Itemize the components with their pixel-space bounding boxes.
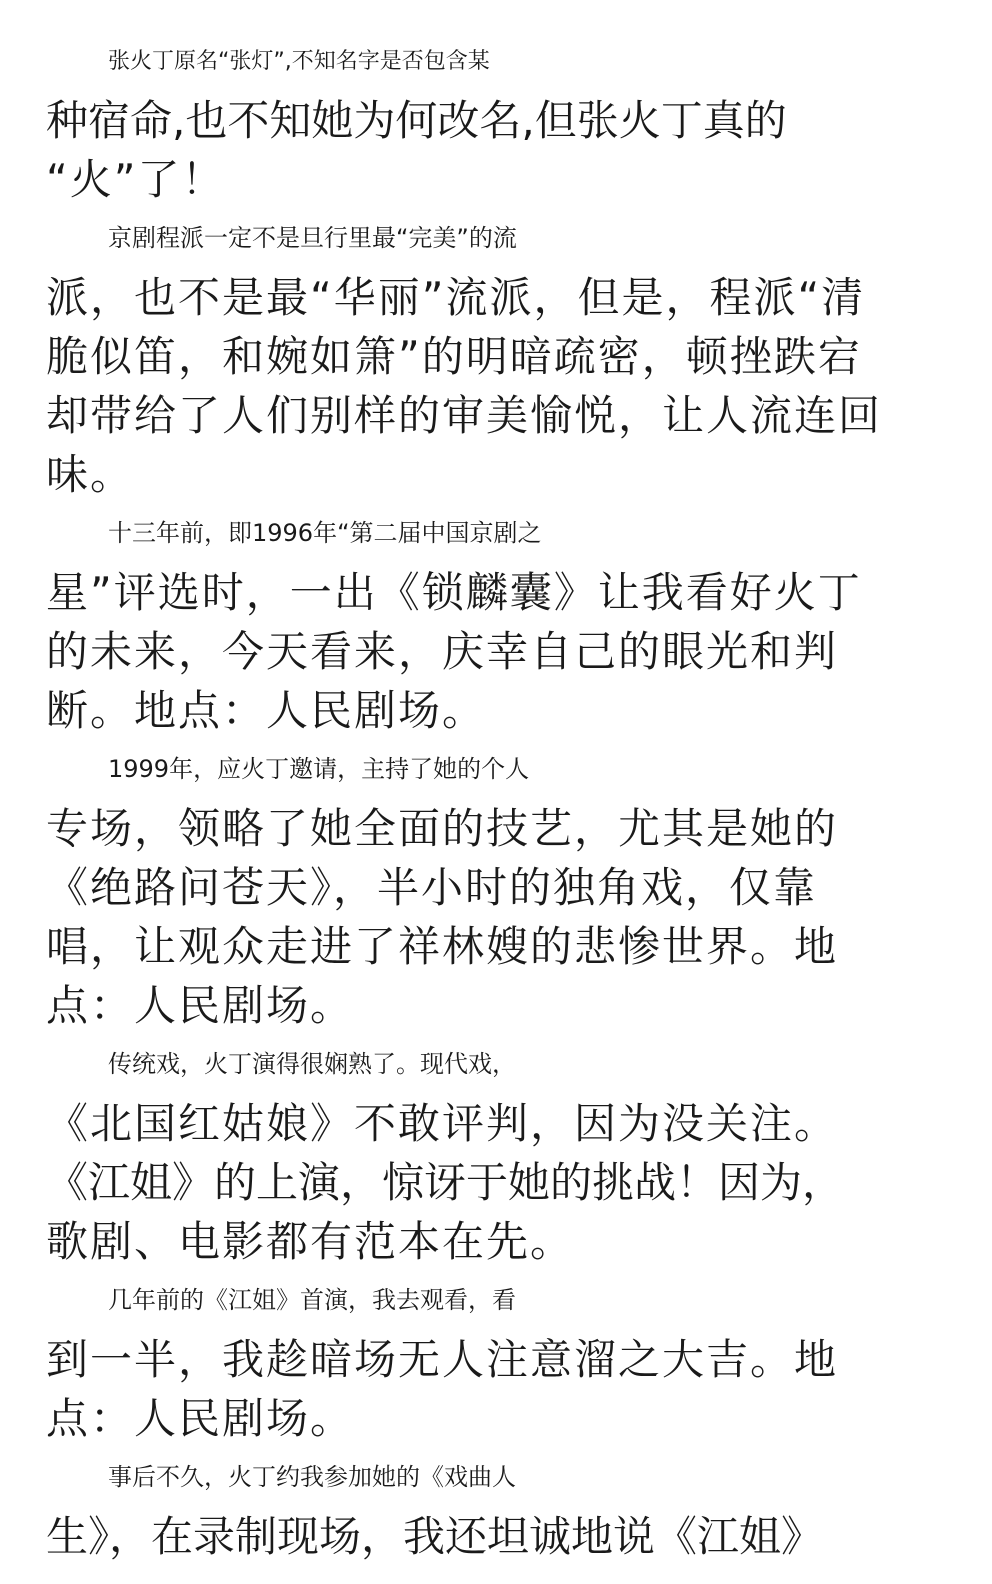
text-line: 京剧程派一定不是旦行里最“完美”的流 — [108, 224, 517, 252]
text-line: 歌剧、电影都有范本在先。 — [46, 1217, 575, 1266]
text-line: 《绝路问苍天》，半小时的独角戏，仅靠 — [46, 863, 818, 912]
text-line: 生》，在录制现场，我还坦诚地说《江姐》 — [46, 1512, 824, 1561]
text-line: 却带给了人们别样的审美愉悦，让人流连回 — [46, 391, 883, 440]
text-line: 点：人民剧场。 — [46, 981, 355, 1030]
text-line: 味。 — [46, 450, 135, 499]
text-line: “火”了！ — [46, 155, 226, 204]
text-line: 1999年，应火丁邀请，主持了她的个人 — [108, 755, 530, 783]
text-line: 专场，领略了她全面的技艺，尤其是她的 — [46, 804, 839, 853]
text-line: 传统戏，火丁演得很娴熟了。现代戏， — [108, 1050, 516, 1078]
text-line: 《北国红姑娘》不敢评判，因为没关注。 — [46, 1099, 839, 1148]
text-line: 星”评选时，一出《锁麟囊》让我看好火丁 — [46, 568, 862, 617]
text-line: 十三年前，即1996年“第二届中国京剧之 — [108, 519, 542, 547]
text-line: 几年前的《江姐》首演，我去观看，看 — [108, 1286, 516, 1314]
text-line: 派，也不是最“华丽”流派，但是，程派“清 — [46, 273, 866, 322]
text-line: 《江姐》的上演，惊讶于她的挑战！因为， — [46, 1158, 845, 1207]
text-line: 的未来，今天看来，庆幸自己的眼光和判 — [46, 627, 839, 676]
text-line: 断。地点：人民剧场。 — [46, 686, 487, 735]
text-line: 脆似笛，和婉如箫”的明暗疏密，顿挫跌宕 — [46, 332, 862, 381]
text-line: 点：人民剧场。 — [46, 1394, 355, 1443]
text-line: 事后不久，火丁约我参加她的《戏曲人 — [108, 1463, 516, 1491]
text-line: 种宿命,也不知她为何改名,但张火丁真的 — [46, 96, 787, 145]
text-line: 到一半，我趁暗场无人注意溜之大吉。地 — [46, 1335, 839, 1384]
text-line: 张火丁原名“张灯”,不知名字是否包含某 — [108, 49, 490, 74]
text-line: 唱，让观众走进了祥林嫂的悲惨世界。地 — [46, 922, 839, 971]
